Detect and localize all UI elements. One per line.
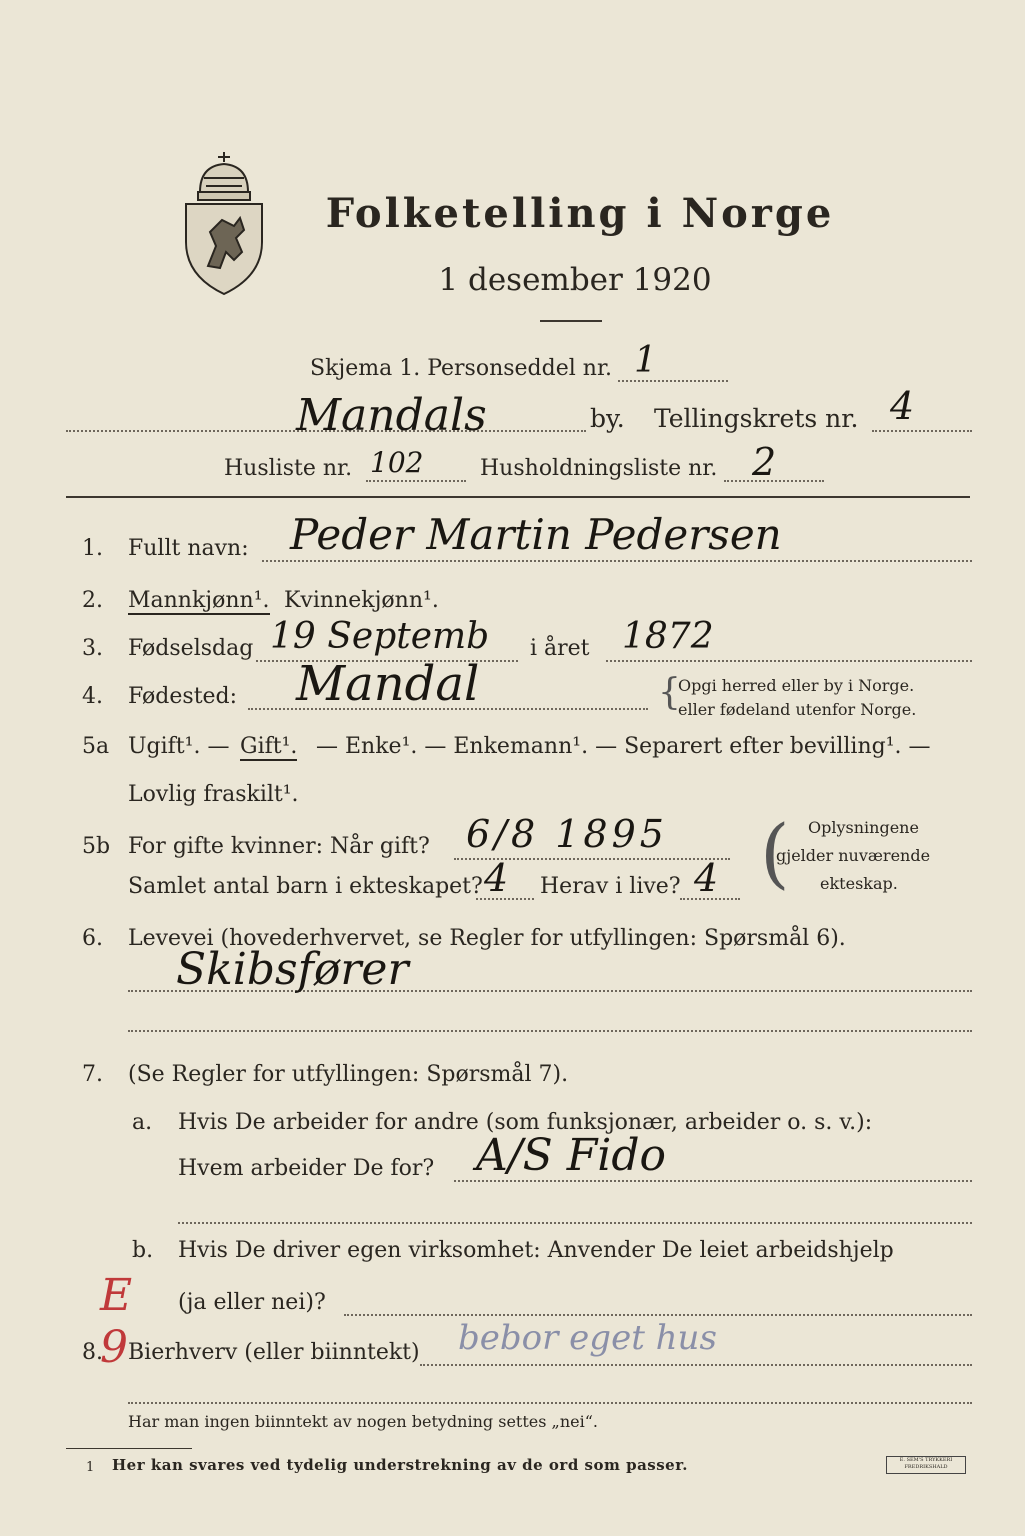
q8-label: Bierhverv (eller biinntekt) bbox=[128, 1340, 420, 1365]
q5b-note-line3: ekteskap. bbox=[820, 874, 898, 893]
q8-value: bebor eget hus bbox=[458, 1318, 717, 1358]
q7b-question: (ja eller nei)? bbox=[178, 1290, 326, 1315]
q4-value: Mandal bbox=[296, 656, 480, 712]
red-pencil-mark: E 9 bbox=[100, 1270, 133, 1373]
q7a-text: Hvis De arbeider for andre (som funksjonær, arbeider o. s. v.): bbox=[178, 1110, 873, 1135]
q7a-letter: a. bbox=[132, 1110, 153, 1135]
husholdning-label: Husholdningsliste nr. bbox=[480, 456, 718, 481]
q6-value: Skibsfører bbox=[176, 944, 409, 995]
q8-number: 8. bbox=[82, 1340, 103, 1365]
printer-stamp: E. SEM'S TRYKKERI FREDRIKSHALD bbox=[886, 1456, 966, 1474]
q5b-alive-value: 4 bbox=[694, 856, 719, 900]
q3-year-label: i året bbox=[530, 636, 590, 661]
tellingskrets-value: 4 bbox=[890, 384, 915, 428]
q5b-married-value: 6/8 1895 bbox=[466, 812, 668, 856]
husliste-value: 102 bbox=[370, 446, 424, 479]
q3-number: 3. bbox=[82, 636, 103, 661]
q1-number: 1. bbox=[82, 536, 103, 561]
q2-female-option: Kvinnekjønn¹. bbox=[284, 588, 439, 613]
tellingskrets-line bbox=[872, 430, 972, 432]
title-divider bbox=[540, 320, 602, 322]
q2-male-option: Mannkjønn¹. bbox=[128, 588, 270, 613]
footnote-mark: 1 bbox=[86, 1460, 95, 1475]
q1-value: Peder Martin Pedersen bbox=[290, 510, 782, 559]
q7-label: (Se Regler for utfyllingen: Spørsmål 7). bbox=[128, 1062, 569, 1087]
by-label: by. bbox=[590, 404, 625, 433]
q7-number: 7. bbox=[82, 1062, 103, 1087]
q3-label: Fødselsdag bbox=[128, 636, 254, 661]
husliste-label: Husliste nr. bbox=[224, 456, 353, 481]
q5b-children-value: 4 bbox=[484, 856, 509, 900]
town-value: Mandals bbox=[296, 390, 487, 441]
q5b-label: For gifte kvinner: Når gift? bbox=[128, 834, 430, 859]
q7a-line-2 bbox=[178, 1222, 972, 1224]
q8-note: Har man ingen biinntekt av nogen betydning settes „nei“. bbox=[128, 1412, 598, 1431]
q1-label: Fullt navn: bbox=[128, 536, 249, 561]
skjema-value: 1 bbox=[634, 340, 657, 381]
q4-label: Fødested: bbox=[128, 684, 238, 709]
q7b-line bbox=[344, 1314, 972, 1316]
q5b-number: 5b bbox=[82, 834, 111, 859]
q5b-note-line1: Oplysningene bbox=[808, 818, 919, 837]
q8-line bbox=[420, 1364, 972, 1366]
q5b-note-line2: gjelder nuværende bbox=[776, 846, 931, 865]
q5a-other-options: — Enke¹. — Enkemann¹. — Separert efter bevilling¹. — bbox=[316, 734, 931, 759]
q8-line-2 bbox=[128, 1402, 972, 1404]
q7b-letter: b. bbox=[132, 1238, 154, 1263]
q7b-text: Hvis De driver egen virksomhet: Anvender De leiet arbeidshjelp bbox=[178, 1238, 894, 1263]
q4-note-line2: eller fødeland utenfor Norge. bbox=[678, 700, 917, 719]
q6-label: Levevei (hovederhvervet, se Regler for utfyllingen: Spørsmål 6). bbox=[128, 926, 846, 951]
q4-number: 4. bbox=[82, 684, 103, 709]
footnote-text: Her kan svares ved tydelig understrekning av de ord som passer. bbox=[112, 1456, 688, 1474]
q7a-value: A/S Fido bbox=[476, 1130, 666, 1181]
q5b-alive-label: Herav i live? bbox=[540, 874, 681, 899]
q7a-question: Hvem arbeider De for? bbox=[178, 1156, 435, 1181]
q1-line bbox=[262, 560, 972, 562]
form-title: Folketelling i Norge bbox=[325, 190, 835, 237]
q5b-children-label: Samlet antal barn i ekteskapet? bbox=[128, 874, 483, 899]
q4-note-line1: Opgi herred eller by i Norge. bbox=[678, 676, 915, 695]
q5b-note-brace: ( bbox=[760, 808, 790, 897]
q3-day-value: 19 Septemb bbox=[270, 616, 490, 657]
q5a-ugift-option: Ugift¹. — bbox=[128, 734, 230, 759]
tellingskrets-label: Tellingskrets nr. bbox=[654, 404, 859, 433]
q5a-gift-option: Gift¹. bbox=[240, 734, 298, 759]
husholdning-value: 2 bbox=[752, 440, 777, 484]
q6-line-2 bbox=[128, 1030, 972, 1032]
husliste-line bbox=[366, 480, 466, 482]
footnote-rule bbox=[66, 1448, 192, 1449]
q6-number: 6. bbox=[82, 926, 103, 951]
q3-year-value: 1872 bbox=[622, 616, 714, 657]
header-rule bbox=[66, 496, 970, 498]
q4-note-brace: { bbox=[658, 672, 681, 713]
form-date: 1 desember 1920 bbox=[438, 262, 712, 298]
q2-number: 2. bbox=[82, 588, 103, 613]
q3-year-line bbox=[606, 660, 972, 662]
q5a-number: 5a bbox=[82, 734, 110, 759]
q5a-fraskilt-option: Lovlig fraskilt¹. bbox=[128, 782, 299, 807]
skjema-label: Skjema 1. Personseddel nr. bbox=[310, 356, 613, 381]
